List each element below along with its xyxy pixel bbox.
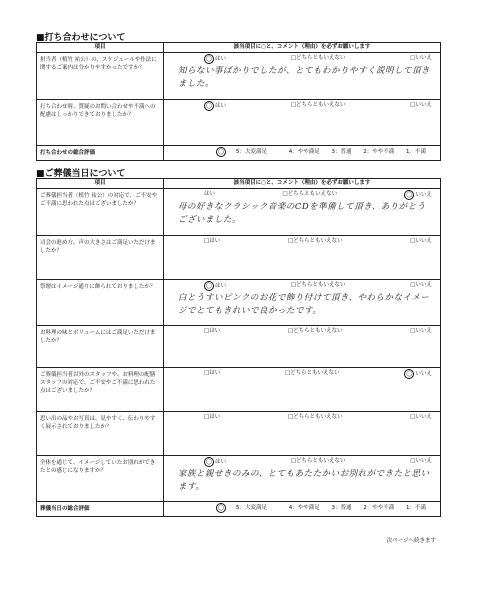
option-neutral[interactable]: □どちらともいえない: [282, 191, 338, 197]
circle-mark-icon: ◯: [205, 103, 213, 109]
circle-mark-icon: ◯: [217, 505, 225, 511]
option-neutral[interactable]: □どちらともいえない: [284, 370, 340, 376]
summary-ratings: [164, 146, 441, 161]
option-neutral[interactable]: □どちらともいえない: [287, 414, 343, 420]
answer-cell: [164, 53, 441, 100]
question-text: お料理の味とボリュームにはご満足いただけましたか？: [37, 326, 164, 368]
circle-mark-icon: ◯: [205, 56, 213, 62]
rating-4[interactable]: 4：やや満足: [288, 505, 320, 511]
next-page-note: 次ページへ続きます: [386, 538, 436, 544]
circle-mark-icon: ◯: [217, 149, 225, 155]
rating-3[interactable]: 3：普通: [331, 505, 352, 511]
option-no[interactable]: ◯ いいえ: [406, 192, 432, 198]
header-answer: 該当項目に○と、コメント（理由）を必ずお願いします: [164, 179, 441, 189]
option-no[interactable]: □いいえ: [410, 102, 432, 108]
option-neutral[interactable]: □どちらともいえない: [287, 238, 343, 244]
summary-label: 葬儀当日の総合評価: [37, 502, 164, 517]
answer-cell: [164, 236, 441, 280]
rating-3[interactable]: 3：普通: [331, 149, 352, 155]
answer-cell: [164, 456, 441, 502]
summary-label: 打ち合わせの総合評価: [37, 146, 164, 161]
header-answer: 該当項目に○と、コメント（理由）を必ずお願いします: [164, 43, 441, 53]
question-text: 祭壇はイメージ通りに飾られておりましたか？: [37, 280, 164, 326]
option-yes[interactable]: □はい: [204, 370, 221, 376]
option-yes[interactable]: □はい: [204, 238, 221, 244]
option-neutral[interactable]: □どちらともいえない: [290, 55, 346, 61]
option-no[interactable]: □いいえ: [410, 414, 432, 420]
answer-cell: [164, 280, 441, 326]
header-item: 項目: [37, 43, 164, 53]
option-yes[interactable]: ◯ はい: [205, 459, 227, 465]
answer-cell: [164, 100, 441, 146]
header-item: 項目: [37, 179, 164, 189]
option-no[interactable]: □いいえ: [410, 238, 432, 244]
section2-title: ■ご葬儀当日について: [36, 169, 126, 179]
answer-cell: [164, 368, 441, 412]
handwritten-comment: 白とうすいピンクのお花で飾り付けて頂き、やわらかなイメージでとてもきれいで良かったです。: [178, 293, 430, 316]
rating-1[interactable]: 1：不満: [406, 149, 426, 155]
answer-cell: [164, 189, 441, 236]
section1-table: [36, 42, 441, 161]
question-text: ご葬儀担当者以外のスタッフや、お料理の配膳スタッフの対応で、ご不安やご不満に思われた点はございましたか？: [37, 368, 164, 412]
question-text: 全体を通じて、イメージしていたお別れができたとの感じになりますか？: [37, 456, 164, 502]
circle-mark-icon: ◯: [205, 283, 213, 289]
option-yes[interactable]: ◯ はい: [205, 56, 227, 62]
option-yes[interactable]: □はい: [204, 328, 221, 334]
option-neutral[interactable]: □どちらともいえない: [287, 328, 343, 334]
option-no[interactable]: □いいえ: [410, 282, 432, 288]
question-text: 思い出の品やお写真は、見やすく、伝わりやすく展示されておりましたか？: [37, 412, 164, 456]
question-text: 担当者（植竹 祐公）の、スケジュールや作法に関するご案内は分かりやすかったですか？: [37, 53, 164, 100]
question-text: 打ち合わせ時、質疑のお問い合わせや不満への配慮はしっかりできておりましたか？: [37, 100, 164, 146]
circle-mark-icon: ◯: [205, 459, 213, 465]
rating-4[interactable]: 4：やや満足: [288, 149, 320, 155]
option-yes[interactable]: ◯ はい: [205, 283, 227, 289]
option-no[interactable]: □いいえ: [410, 458, 432, 464]
circle-mark-icon: ◯: [406, 192, 413, 198]
section2-table: [36, 178, 441, 517]
rating-2[interactable]: 2：やや不満: [363, 149, 395, 155]
question-text: ご葬儀担当者（植竹 祐公）の対応で、ご不安やご不満に思われた点はございましたか？: [37, 189, 164, 236]
option-no[interactable]: □いいえ: [410, 328, 432, 334]
section1-title: ■打ち合わせについて: [36, 33, 126, 43]
handwritten-comment: 家族と親せきのみの、とてもあたたかいお別れができたと思います。: [178, 469, 430, 492]
rating-2[interactable]: 2：やや不満: [363, 505, 395, 511]
answer-cell: [164, 326, 441, 368]
rating-5[interactable]: ◯ 5：大変満足: [217, 149, 267, 155]
option-no[interactable]: □いいえ: [410, 55, 432, 61]
rating-5[interactable]: ◯ 5：大変満足: [217, 505, 267, 511]
option-yes[interactable]: はい: [204, 191, 216, 197]
option-neutral[interactable]: □どちらともいえない: [290, 458, 346, 464]
option-yes[interactable]: ◯ はい: [205, 103, 227, 109]
rating-1[interactable]: 1：不満: [406, 505, 426, 511]
answer-cell: [164, 412, 441, 456]
option-no[interactable]: ◯ いいえ: [406, 371, 432, 377]
option-neutral[interactable]: □どちらともいえない: [290, 282, 346, 288]
summary-ratings: [164, 502, 441, 517]
option-yes[interactable]: □はい: [204, 414, 221, 420]
circle-mark-icon: ◯: [406, 371, 413, 377]
handwritten-comment: 知らない事ばかりでしたが、とてもわかりやすく説明して頂きました。: [178, 66, 431, 89]
question-text: 司会の進め方、声の大きさはご満足いただけましたか？: [37, 236, 164, 280]
handwritten-comment: 母の好きなクラシック音楽のCDを準備して頂き、ありがとうございました。: [178, 202, 426, 225]
option-neutral[interactable]: □どちらともいえない: [290, 102, 346, 108]
